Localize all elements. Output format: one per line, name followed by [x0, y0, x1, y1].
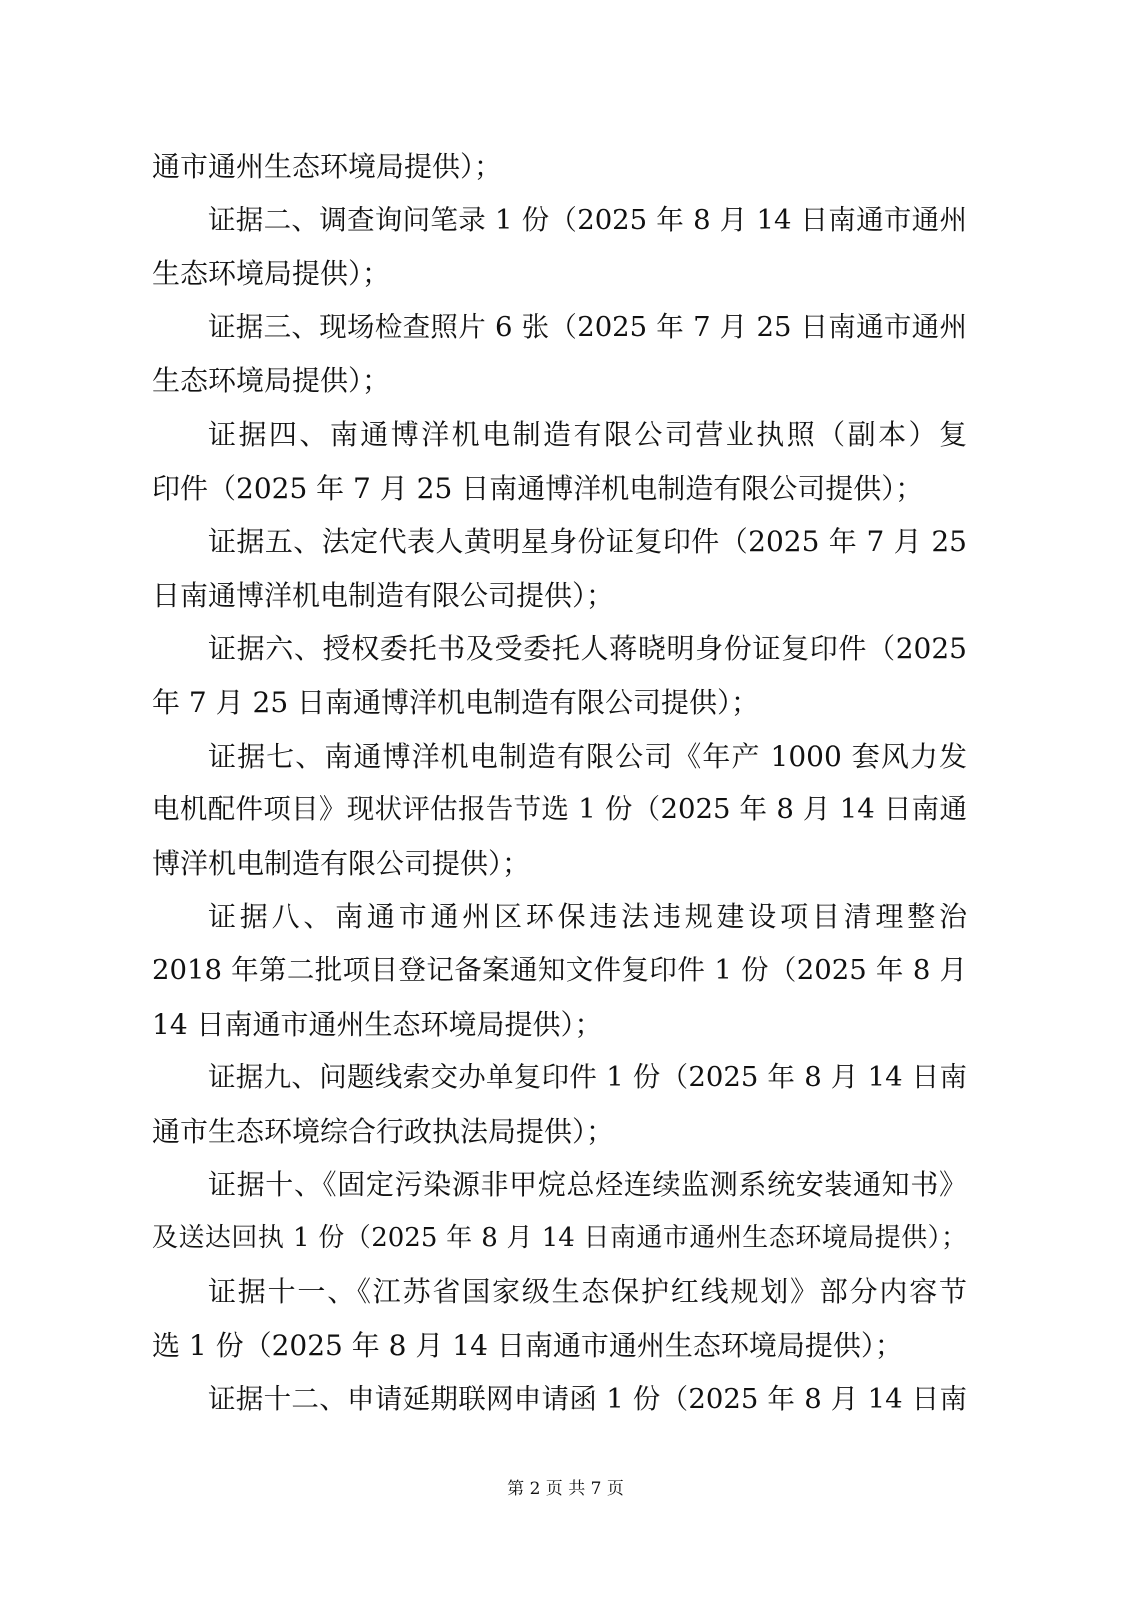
page-number-footer: 第 2 页 共 7 页 — [507, 1479, 624, 1499]
text-line: 证据八、南通市通州区环保违法违规建设项目清理整治 — [208, 900, 967, 934]
text-line: 证据三、现场检查照片 6 张（2025 年 7 月 25 日南通市通州 — [208, 310, 967, 343]
text-line: 证据十一、《江苏省国家级生态保护红线规划》部分内容节 — [208, 1275, 967, 1309]
text-line: 证据十二、申请延期联网申请函 1 份（2025 年 8 月 14 日南 — [208, 1382, 967, 1415]
text-line: 证据十、《固定污染源非甲烷总烃连续监测系统安装通知书》 — [208, 1168, 967, 1202]
text-line: 通市生态环境综合行政执法局提供）； — [152, 1114, 615, 1148]
text-line: 证据二、调查询问笔录 1 份（2025 年 8 月 14 日南通市通州 — [208, 203, 967, 236]
text-line: 通市通州生态环境局提供）； — [152, 150, 503, 183]
text-line: 证据五、法定代表人黄明星身份证复印件（2025 年 7 月 25 — [208, 525, 967, 559]
evidence-list-text — [152, 140, 967, 1426]
text-line: 博洋机电制造有限公司提供）； — [152, 846, 531, 880]
text-line: 及送达回执 1 份（2025 年 8 月 14 日南通市通州生态环境局提供）； — [152, 1222, 967, 1253]
text-line: 2018 年第二批项目登记备案通知文件复印件 1 份（2025 年 8 月 — [152, 953, 967, 986]
text-line: 印件（2025 年 7 月 25 日南通博洋机电制造有限公司提供）； — [152, 471, 924, 505]
text-line: 生态环境局提供）； — [152, 257, 391, 291]
text-line: 证据四、南通博洋机电制造有限公司营业执照（副本）复 — [208, 417, 967, 451]
text-line: 电机配件项目》现状评估报告节选 1 份（2025 年 8 月 14 日南通 — [152, 793, 967, 826]
text-line: 14 日南通市通州生态环境局提供）； — [152, 1007, 603, 1041]
text-line: 证据七、南通博洋机电制造有限公司《年产 1000 套风力发 — [208, 739, 967, 773]
text-line: 生态环境局提供）； — [152, 364, 391, 398]
text-line: 证据九、问题线索交办单复印件 1 份（2025 年 8 月 14 日南 — [208, 1061, 967, 1094]
text-line: 选 1 份（2025 年 8 月 14 日南通市通州生态环境局提供）； — [152, 1329, 903, 1363]
text-line: 证据六、授权委托书及受委托人蒋晓明身份证复印件（2025 — [208, 632, 967, 666]
text-line: 年 7 月 25 日南通博洋机电制造有限公司提供）； — [152, 685, 760, 719]
text-line: 日南通博洋机电制造有限公司提供）； — [152, 578, 615, 612]
